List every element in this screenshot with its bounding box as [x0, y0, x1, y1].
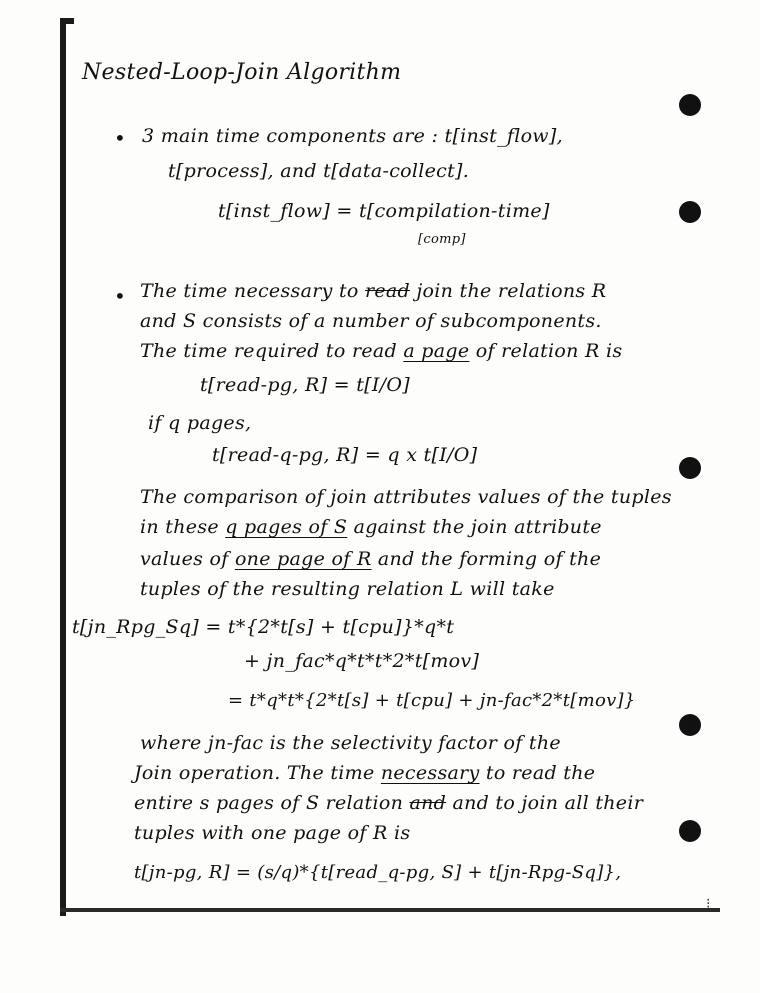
underlined-text: one page of R	[234, 548, 372, 570]
text-segment: values of	[140, 548, 229, 570]
equation-line: + jn_fac*q*t*t*2*t[mov]	[244, 650, 480, 672]
equation-line: t[jn-pg, R] = (s/q)*{t[read_q-pg, S] + t[jn-Rpg-Sq]},	[134, 862, 622, 883]
text-segment: The time required to read	[140, 340, 397, 362]
note-line	[134, 762, 595, 784]
note-line: The comparison of join attributes values of the tuples	[140, 486, 672, 508]
underlined-text: necessary	[380, 762, 480, 784]
punch-hole	[679, 457, 701, 479]
note-line: t[read-q-pg, R] = q x t[I/O]	[212, 444, 478, 466]
text-segment: Join operation. The time	[134, 762, 375, 784]
binding-bar-top	[60, 18, 74, 24]
text-segment: join the relations R	[416, 280, 607, 302]
text-segment: and to join all their	[452, 792, 644, 814]
text-segment: entire s pages of S relation	[134, 792, 404, 814]
note-line: where jn-fac is the selectivity factor of the	[140, 732, 561, 754]
note-line: tuples of the resulting relation L will take	[140, 578, 555, 600]
bullet-marker: •	[114, 126, 126, 150]
text-segment: against the join attribute	[353, 516, 602, 538]
text-segment: to read the	[485, 762, 596, 784]
note-line	[140, 516, 602, 538]
note-line: 3 main time components are : t[inst_flow],	[142, 125, 563, 147]
struck-text: and	[409, 792, 447, 814]
page-title: Nested-Loop-Join Algorithm	[82, 60, 402, 85]
text-segment: in these	[140, 516, 219, 538]
binding-bar-bottom	[60, 908, 720, 912]
equation-line: t[jn_Rpg_Sq] = t*{2*t[s] + t[cpu]}*q*t	[72, 616, 455, 638]
note-line	[134, 792, 643, 814]
note-line: if q pages,	[148, 412, 252, 434]
underlined-text: a page	[403, 340, 470, 362]
punch-hole	[679, 714, 701, 736]
binding-bar-left	[60, 18, 66, 916]
text-segment: of relation R is	[475, 340, 623, 362]
text-segment: The time necessary to	[140, 280, 359, 302]
note-line: and S consists of a number of subcomponents.	[140, 310, 602, 332]
punch-hole	[679, 201, 701, 223]
struck-text: read	[364, 280, 411, 302]
underlined-text: q pages of S	[225, 516, 348, 538]
text-segment: and the forming of the	[377, 548, 602, 570]
note-line: t[process], and t[data-collect].	[168, 160, 470, 182]
equation-line: = t*q*t*{2*t[s] + t[cpu] + jn-fac*2*t[mov]}	[228, 690, 636, 711]
bullet-marker: •	[114, 284, 126, 308]
note-line	[140, 340, 622, 362]
margin-mark: ⁝	[706, 896, 711, 912]
note-line: t[inst_flow] = t[compilation-time]	[218, 200, 550, 222]
punch-hole	[679, 820, 701, 842]
note-line	[140, 548, 601, 570]
note-line: t[read-pg, R] = t[I/O]	[200, 374, 410, 396]
note-line: tuples with one page of R is	[134, 822, 411, 844]
punch-hole	[679, 94, 701, 116]
note-subscript: [comp]	[418, 232, 466, 247]
note-line	[140, 280, 606, 302]
